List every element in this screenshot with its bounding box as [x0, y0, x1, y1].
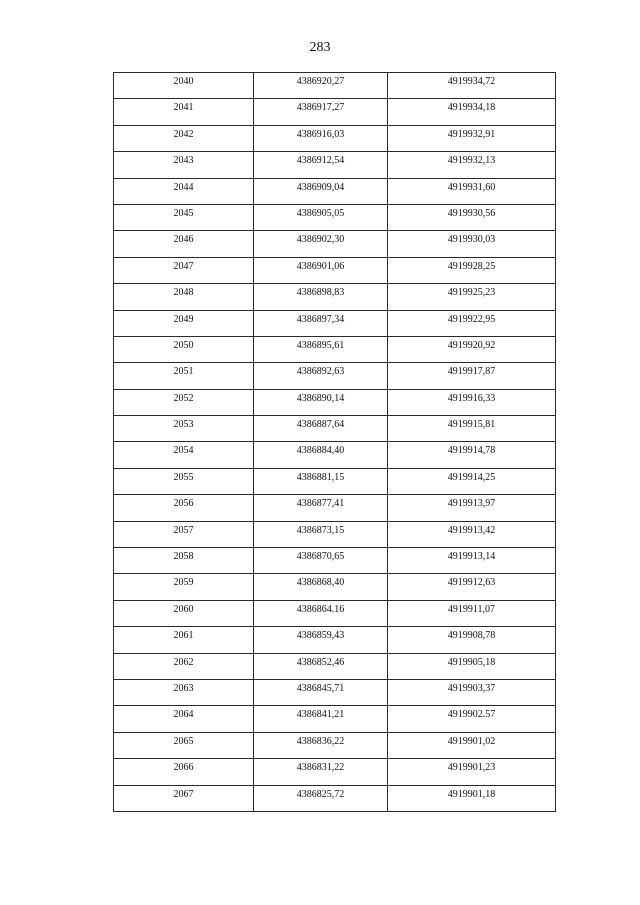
- y-coordinate-cell: 4919901,02: [388, 732, 556, 758]
- point-number-cell: 2066: [114, 759, 254, 785]
- y-coordinate-cell: 4919934,72: [388, 73, 556, 99]
- x-coordinate-cell: 4386912,54: [254, 152, 388, 178]
- x-coordinate-cell: 4386864.16: [254, 600, 388, 626]
- y-coordinate-cell: 4919911,07: [388, 600, 556, 626]
- table-row: [114, 310, 556, 336]
- x-coordinate-cell: 4386897,34: [254, 310, 388, 336]
- y-coordinate-cell: 4919934,18: [388, 99, 556, 125]
- y-coordinate-cell: 4919908,78: [388, 627, 556, 653]
- point-number-cell: 2052: [114, 389, 254, 415]
- y-coordinate-cell: 4919903,37: [388, 679, 556, 705]
- point-number-cell: 2059: [114, 574, 254, 600]
- x-coordinate-cell: 4386870,65: [254, 548, 388, 574]
- y-coordinate-cell: 4919914,78: [388, 442, 556, 468]
- x-coordinate-cell: 4386845,71: [254, 679, 388, 705]
- y-coordinate-cell: 4919912,63: [388, 574, 556, 600]
- point-number-cell: 2047: [114, 257, 254, 283]
- table-row: [114, 442, 556, 468]
- point-number-cell: 2046: [114, 231, 254, 257]
- point-number-cell: 2048: [114, 284, 254, 310]
- x-coordinate-cell: 4386902,30: [254, 231, 388, 257]
- point-number-cell: 2043: [114, 152, 254, 178]
- x-coordinate-cell: 4386873,15: [254, 521, 388, 547]
- point-number-cell: 2040: [114, 73, 254, 99]
- point-number-cell: 2062: [114, 653, 254, 679]
- table-row: [114, 679, 556, 705]
- x-coordinate-cell: 4386841,21: [254, 706, 388, 732]
- y-coordinate-cell: 4919930,56: [388, 204, 556, 230]
- y-coordinate-cell: 4919920,92: [388, 336, 556, 362]
- table-row: [114, 574, 556, 600]
- x-coordinate-cell: 4386901,06: [254, 257, 388, 283]
- y-coordinate-cell: 4919925,23: [388, 284, 556, 310]
- point-number-cell: 2056: [114, 495, 254, 521]
- point-number-cell: 2051: [114, 363, 254, 389]
- point-number-cell: 2058: [114, 548, 254, 574]
- table-row: [114, 284, 556, 310]
- point-number-cell: 2057: [114, 521, 254, 547]
- table-row: [114, 125, 556, 151]
- y-coordinate-cell: 4919930,03: [388, 231, 556, 257]
- y-coordinate-cell: 4919913,97: [388, 495, 556, 521]
- point-number-cell: 2064: [114, 706, 254, 732]
- table-row: [114, 706, 556, 732]
- y-coordinate-cell: 4919932,13: [388, 152, 556, 178]
- table-row: [114, 416, 556, 442]
- x-coordinate-cell: 4386887,64: [254, 416, 388, 442]
- table-row: [114, 653, 556, 679]
- table-row: [114, 600, 556, 626]
- x-coordinate-cell: 4386892,63: [254, 363, 388, 389]
- x-coordinate-cell: 4386920,27: [254, 73, 388, 99]
- coordinates-table-body: [114, 73, 556, 812]
- x-coordinate-cell: 4386890,14: [254, 389, 388, 415]
- table-row: [114, 204, 556, 230]
- table-row: [114, 389, 556, 415]
- table-row: [114, 627, 556, 653]
- y-coordinate-cell: 4919916,33: [388, 389, 556, 415]
- y-coordinate-cell: 4919915,81: [388, 416, 556, 442]
- point-number-cell: 2049: [114, 310, 254, 336]
- y-coordinate-cell: 4919928,25: [388, 257, 556, 283]
- table-row: [114, 152, 556, 178]
- y-coordinate-cell: 4919913,42: [388, 521, 556, 547]
- point-number-cell: 2041: [114, 99, 254, 125]
- table-row: [114, 732, 556, 758]
- x-coordinate-cell: 4386836,22: [254, 732, 388, 758]
- x-coordinate-cell: 4386898,83: [254, 284, 388, 310]
- x-coordinate-cell: 4386881,15: [254, 468, 388, 494]
- table-row: [114, 548, 556, 574]
- point-number-cell: 2067: [114, 785, 254, 811]
- y-coordinate-cell: 4919917,87: [388, 363, 556, 389]
- y-coordinate-cell: 4919931,60: [388, 178, 556, 204]
- point-number-cell: 2053: [114, 416, 254, 442]
- x-coordinate-cell: 4386877,41: [254, 495, 388, 521]
- page-number: 283: [309, 40, 331, 55]
- x-coordinate-cell: 4386859,43: [254, 627, 388, 653]
- x-coordinate-cell: 4386825,72: [254, 785, 388, 811]
- table-row: [114, 521, 556, 547]
- y-coordinate-cell: 4919922,95: [388, 310, 556, 336]
- y-coordinate-cell: 4919902.57: [388, 706, 556, 732]
- x-coordinate-cell: 4386909,04: [254, 178, 388, 204]
- point-number-cell: 2044: [114, 178, 254, 204]
- table-row: [114, 99, 556, 125]
- x-coordinate-cell: 4386852,46: [254, 653, 388, 679]
- point-number-cell: 2054: [114, 442, 254, 468]
- point-number-cell: 2055: [114, 468, 254, 494]
- y-coordinate-cell: 4919932,91: [388, 125, 556, 151]
- table-row: [114, 178, 556, 204]
- y-coordinate-cell: 4919905,18: [388, 653, 556, 679]
- table-row: [114, 257, 556, 283]
- table-row: [114, 468, 556, 494]
- x-coordinate-cell: 4386868,40: [254, 574, 388, 600]
- y-coordinate-cell: 4919901,23: [388, 759, 556, 785]
- point-number-cell: 2060: [114, 600, 254, 626]
- x-coordinate-cell: 4386895,61: [254, 336, 388, 362]
- table-row: [114, 759, 556, 785]
- x-coordinate-cell: 4386905,05: [254, 204, 388, 230]
- y-coordinate-cell: 4919901,18: [388, 785, 556, 811]
- y-coordinate-cell: 4919913,14: [388, 548, 556, 574]
- point-number-cell: 2065: [114, 732, 254, 758]
- x-coordinate-cell: 4386917,27: [254, 99, 388, 125]
- point-number-cell: 2061: [114, 627, 254, 653]
- table-row: [114, 785, 556, 811]
- table-row: [114, 231, 556, 257]
- x-coordinate-cell: 4386916,03: [254, 125, 388, 151]
- y-coordinate-cell: 4919914,25: [388, 468, 556, 494]
- point-number-cell: 2063: [114, 679, 254, 705]
- table-row: [114, 495, 556, 521]
- table-row: [114, 73, 556, 99]
- coordinates-table: [113, 72, 556, 812]
- table-row: [114, 363, 556, 389]
- table-row: [114, 336, 556, 362]
- x-coordinate-cell: 4386884,40: [254, 442, 388, 468]
- point-number-cell: 2042: [114, 125, 254, 151]
- point-number-cell: 2050: [114, 336, 254, 362]
- point-number-cell: 2045: [114, 204, 254, 230]
- x-coordinate-cell: 4386831,22: [254, 759, 388, 785]
